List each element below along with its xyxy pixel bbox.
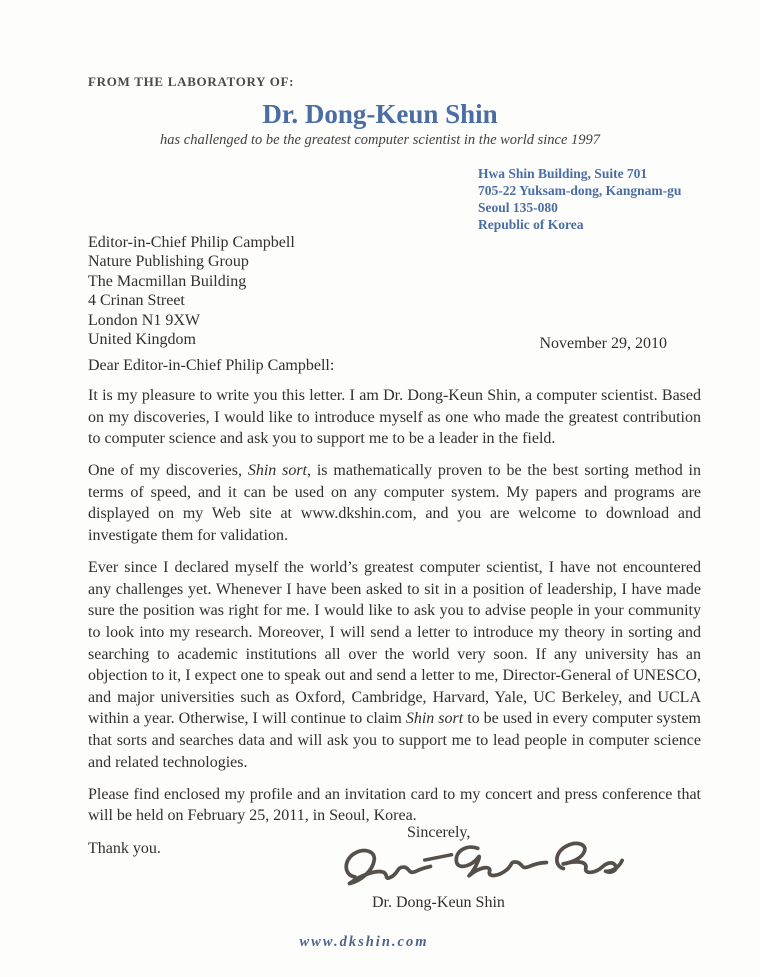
paragraph-1: It is my pleasure to write you this letter. I am Dr. Dong-Keun Shin, a computer scientist. Based on my discoveries, I would like to introduce myself as one who made the greatest contribution to computer science and ask you to support me to be a leader in the field.	[88, 387, 701, 448]
paragraph-4: Please find enclosed my profile and an invitation card to my concert and press conference that will be held on February 25, 2011, in Seoul, Korea.	[88, 785, 701, 825]
website-footer	[0, 933, 744, 951]
signed-name: Dr. Dong-Keun Shin	[372, 894, 505, 911]
recipient-line: 4 Crinan Street	[88, 292, 185, 310]
recipient-address-block	[88, 233, 295, 349]
paragraph-2	[88, 460, 701, 546]
salutation: Dear Editor-in-Chief Philip Campbell:	[88, 357, 335, 374]
handwritten-signature-image	[329, 834, 632, 900]
recipient-line: United Kingdom	[88, 331, 196, 349]
paragraph-3	[88, 557, 701, 773]
sender-address-line: 705-22 Yuksam-dong, Kangnam-gu	[478, 183, 682, 198]
shin-sort-italic: Shin sort	[247, 462, 308, 480]
letterhead-tagline: has challenged to be the greatest computer scientist in the world since 1997	[159, 132, 601, 148]
closing-sincerely: Sincerely,	[407, 824, 471, 841]
letterhead-name: Dr. Dong-Keun Shin	[262, 99, 498, 129]
paragraph-3-text: Ever since I declared myself the world’s greatest computer scientist, I have not encountered any challenges yet. Whenever I have been asked to sit in a position of leadership, I have made sure the position was right for me. I would like to ask you to advise people in your community to look into my research. Moreover, I will send a letter to introduce my theory in sorting and searching to academic institutions all over the world very soon. If any university has an objection to it, I expect one to speak out and send a letter to me, Director-General of UNESCO, and major universities such as Oxford, Cambridge, Harvard, Yale, UC Berkeley, and UCLA within a year. Otherwise, I will continue to claim	[88, 559, 701, 728]
sender-address-line: Seoul 135-080	[478, 200, 558, 215]
sender-address-line: Republic of Korea	[478, 217, 584, 232]
shin-sort-italic: Shin sort	[405, 710, 464, 728]
paragraph-2-text: One of my discoveries,	[88, 462, 248, 480]
letter-date: November 29, 2010	[539, 335, 667, 352]
website-url: www.dkshin.com	[299, 934, 429, 950]
recipient-line: Editor-in-Chief Philip Campbell	[88, 234, 295, 251]
paragraph-2-text: , is mathematically proven to be the best sorting method in terms of speed, and it can be used on any computer system. My papers and programs are displayed on my Web site at www.dkshin.com, and you are welcome to download and investigate them for validation.	[88, 462, 702, 545]
from-laboratory-label: FROM THE LABORATORY OF:	[88, 74, 295, 89]
paragraph-3-text: to be used in every computer system that sorts and searches data and will ask you to support me to lead people in computer science and related technologies.	[88, 710, 702, 771]
recipient-line: Nature Publishing Group	[88, 253, 249, 271]
sender-address-line: Hwa Shin Building, Suite 701	[478, 166, 648, 181]
thank-you-line: Thank you.	[88, 839, 161, 857]
recipient-line: The Macmillan Building	[88, 272, 247, 290]
sender-address-block	[478, 165, 681, 233]
letter-body	[88, 385, 701, 870]
recipient-line: London N1 9XW	[88, 311, 200, 329]
